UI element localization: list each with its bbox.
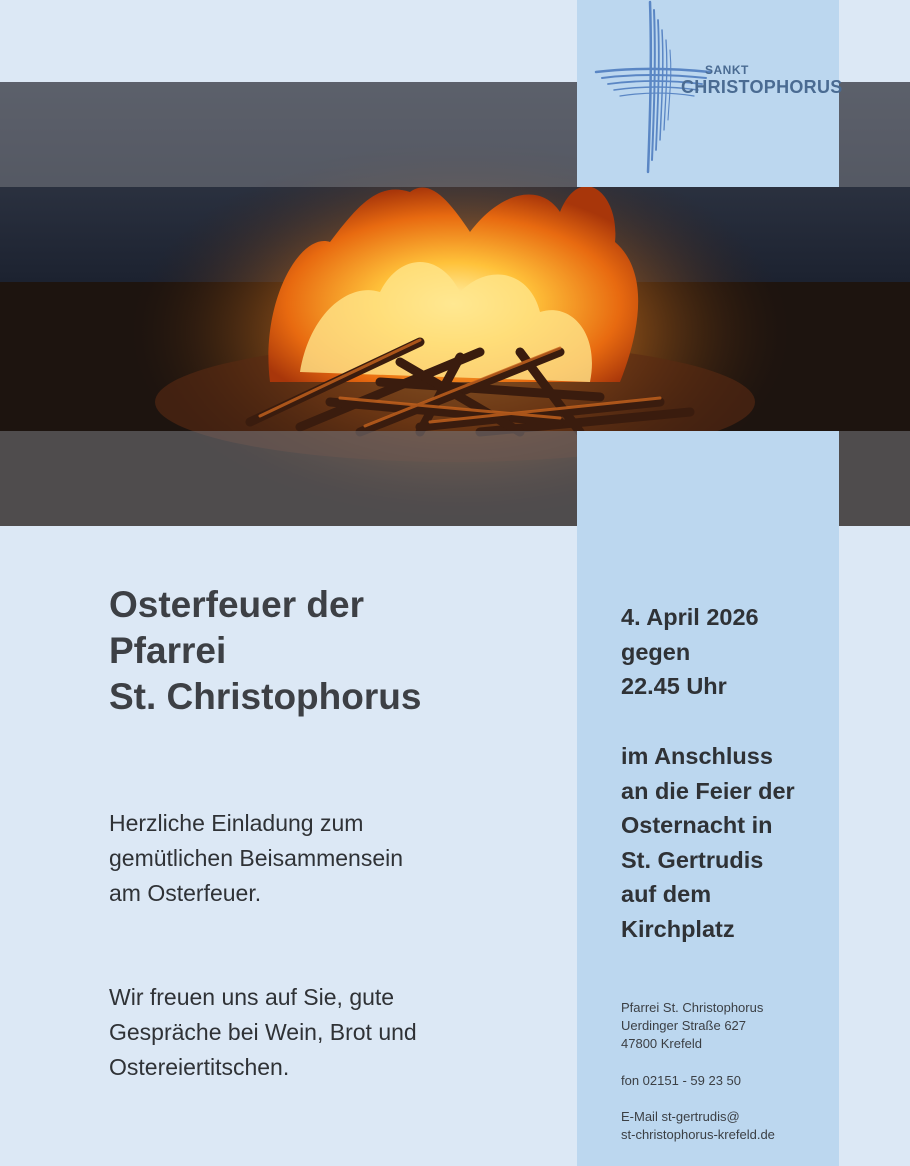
info-line: im Anschluss [621,743,773,769]
page-title [109,582,549,720]
text-line: Ostereiertitschen. [109,1054,290,1080]
event-date [621,600,831,704]
date-line: gegen [621,638,691,665]
info-line: Kirchplatz [621,915,735,942]
text-line: am Osterfeuer. [109,880,262,906]
logo-text-sankt: SANKT [705,63,749,77]
title-line: Osterfeuer der [109,584,364,625]
invitation-text [109,806,549,911]
contact-email [621,1108,831,1144]
email-line: st-christophorus-krefeld.de [621,1127,775,1142]
address-line: Uerdinger Straße 627 [621,1018,747,1033]
column-over-photo-bottom [577,431,839,526]
email-line: E-Mail st-gertrudis@ [621,1109,740,1124]
welcome-text [109,980,549,1085]
title-line: St. Christophorus [109,676,422,717]
info-line: Osternacht in [621,812,773,838]
event-location [621,739,831,946]
date-line: 22.45 Uhr [621,673,727,699]
address-line: Pfarrei St. Christophorus [621,1000,764,1015]
date-line: 4. April 2026 [621,604,759,630]
address-line: 47800 Krefeld [621,1036,702,1051]
info-line: St. Gertrudis [621,846,764,873]
text-line: Gespräche bei Wein, Brot und [109,1019,417,1045]
contact-phone [621,1072,831,1090]
text-line: gemütlichen Beisammensein [109,845,404,871]
phone-line: fon 02151 - 59 23 50 [621,1073,741,1088]
text-line: Wir freuen uns auf Sie, gute [109,984,395,1010]
info-line: auf dem [621,881,712,907]
logo-text-christophorus: CHRISTOPHORUS [681,77,843,97]
title-line: Pfarrei [109,630,227,671]
contact-address [621,999,831,1053]
text-line: Herzliche Einladung zum [109,810,364,836]
info-line: an die Feier der [621,777,795,804]
